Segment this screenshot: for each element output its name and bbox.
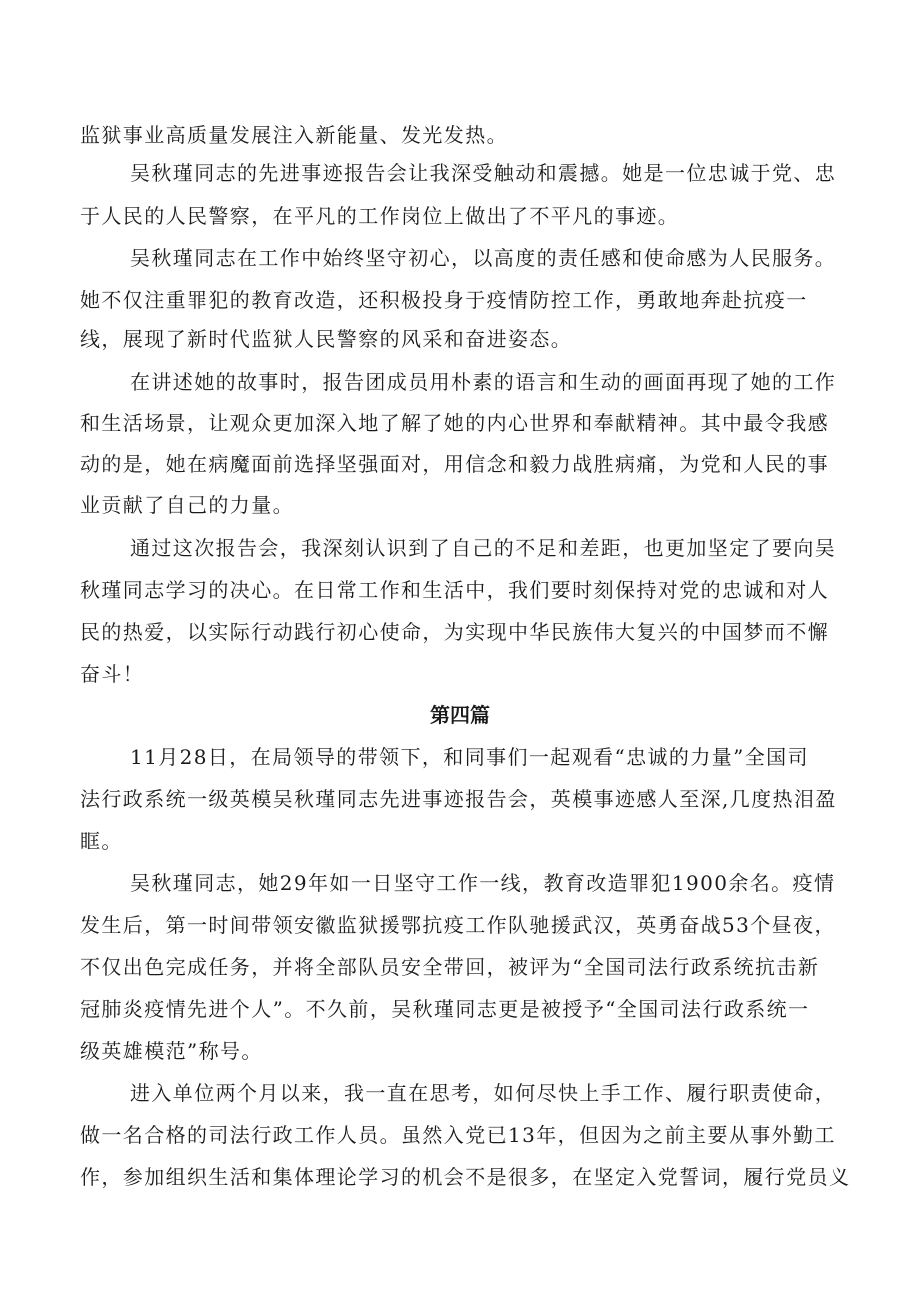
paragraph-line: 作，参加组织生活和集体理论学习的机会不是很多，在坚定入党誓词，履行党员义 <box>80 1165 851 1189</box>
paragraph-line: 吴秋瑾同志，她29年如一日坚守工作一线，教育改造罪犯1900余名。疫情 <box>130 871 836 895</box>
paragraph-line: 吴秋瑾同志的先进事迹报告会让我深受触动和震撼。她是一位忠诚于党、忠 <box>130 161 837 185</box>
paragraph-line: 民的热爱，以实际行动践行初心使命，为实现中华民族伟大复兴的中国梦而不懈 <box>80 620 829 644</box>
section-heading: 第四篇 <box>430 703 490 727</box>
paragraph-line: 发生后，第一时间带领安徽监狱援鄂抗疫工作队驰援武汉，英勇奋战53个昼夜， <box>80 913 836 937</box>
paragraph-line: 线，展现了新时代监狱人民警察的风采和奋进姿态。 <box>80 327 573 351</box>
paragraph-line: 眶。 <box>80 829 123 853</box>
paragraph-line: 进入单位两个月以来，我一直在思考，如何尽快上手工作、履行职责使命， <box>130 1081 837 1105</box>
paragraph-line: 业贡献了自己的力量。 <box>80 493 294 517</box>
paragraph-line: 通过这次报告会，我深刻认识到了自己的不足和差距，也更加坚定了要向吴 <box>130 536 837 560</box>
paragraph-line: 不仅出色完成任务，并将全部队员安全带回，被评为“全国司法行政系统抗击新 <box>80 955 820 979</box>
paragraph-line: 11月28日，在局领导的带领下，和同事们一起观看“忠诚的力量”全国司 <box>130 745 809 769</box>
paragraph-line: 在讲述她的故事时，报告团成员用朴素的语言和生动的画面再现了她的工作 <box>130 370 837 394</box>
paragraph-line: 奋斗！ <box>80 662 145 686</box>
paragraph-line: 冠肺炎疫情先进个人”。不久前，吴秋瑾同志更是被授予“全国司法行政系统一 <box>80 997 810 1021</box>
paragraph-line: 做一名合格的司法行政工作人员。虽然入党已13年，但因为之前主要从事外勤工 <box>80 1123 836 1147</box>
paragraph-line: 和生活场景，让观众更加深入地了解了她的内心世界和奉献精神。其中最令我感 <box>80 411 829 435</box>
paragraph-line: 监狱事业高质量发展注入新能量、发光发热。 <box>80 123 508 147</box>
paragraph-line: 法行政系统一级英模吴秋瑾同志先进事迹报告会，英模事迹感人至深,几度热泪盈 <box>80 787 837 811</box>
paragraph-line: 级英雄模范”称号。 <box>80 1039 263 1063</box>
paragraph-line: 于人民的人民警察，在平凡的工作岗位上做出了不平凡的事迹。 <box>80 204 680 228</box>
paragraph-line: 秋瑾同志学习的决心。在日常工作和生活中，我们要时刻保持对党的忠诚和对人 <box>80 578 829 602</box>
paragraph-line: 吴秋瑾同志在工作中始终坚守初心，以高度的责任感和使命感为人民服务。 <box>130 246 837 270</box>
paragraph-line: 她不仅注重罪犯的教育改造，还积极投身于疫情防控工作，勇敢地奔赴抗疫一 <box>80 288 808 312</box>
paragraph-line: 动的是，她在病魔面前选择坚强面对，用信念和毅力战胜病痛，为党和人民的事 <box>80 452 829 476</box>
